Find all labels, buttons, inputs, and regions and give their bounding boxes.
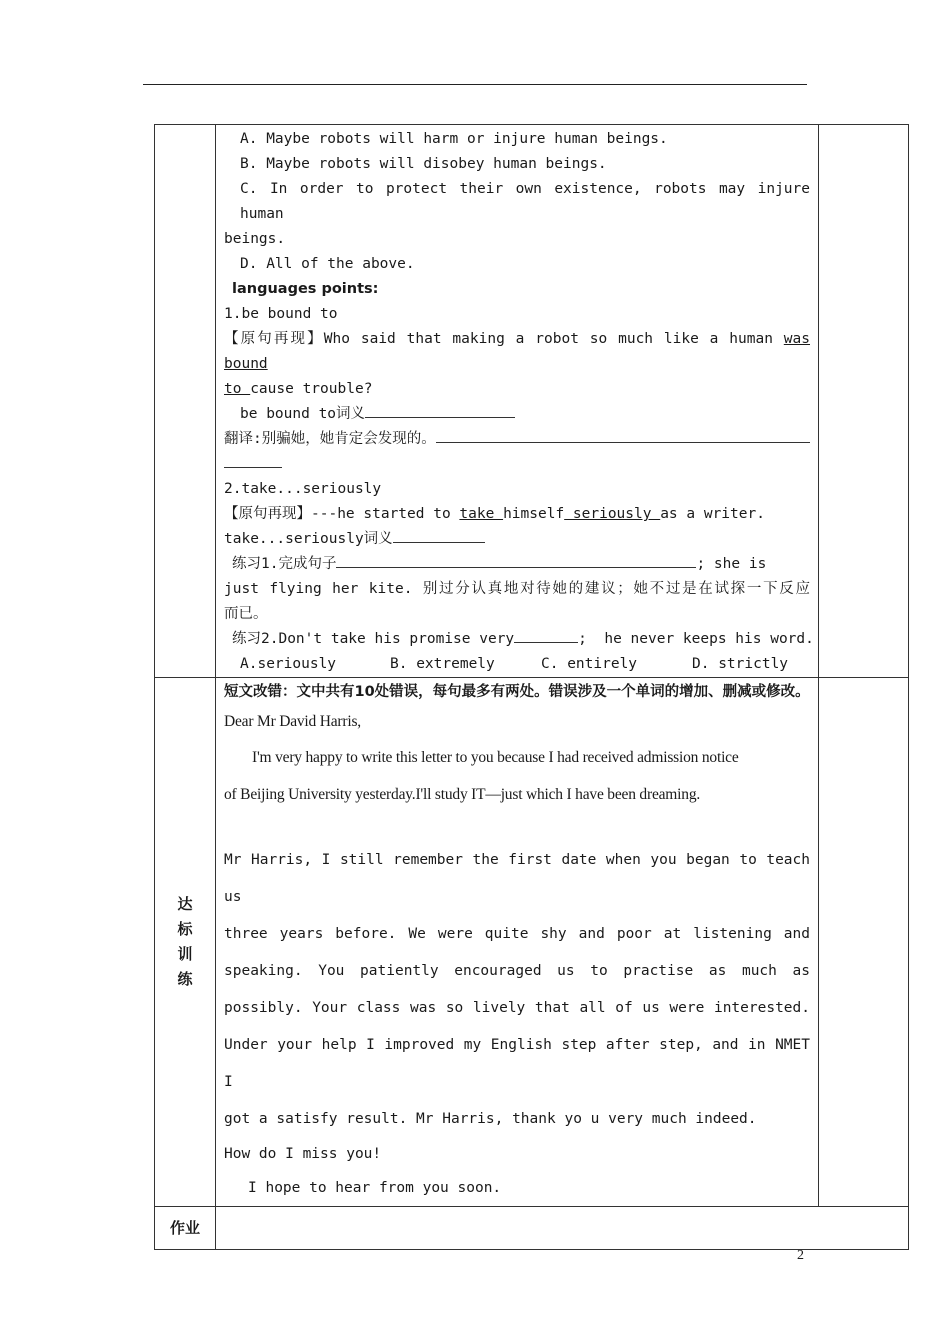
- option-d: D. All of the above.: [240, 256, 415, 272]
- content-cell: [216, 125, 819, 678]
- homework-content-cell: [216, 1207, 909, 1250]
- ex2-option-d: D. strictly: [692, 656, 789, 672]
- point1-source-cont: to cause trouble?: [224, 381, 373, 397]
- header-rule: [143, 84, 807, 85]
- point1-meaning: be bound to词义: [224, 402, 810, 427]
- homework-label: 作业: [169, 1219, 200, 1237]
- body-line: Under your help I improved my English step after step, and in NMET I: [224, 1037, 810, 1090]
- letter-line-1: I'm very happy to write this letter to you because I had received admission notice: [252, 749, 739, 766]
- letter-line-2: of Beijing University yesterday.I'll study IT—just which I have been dreaming.: [224, 786, 701, 803]
- body-line: got a satisfy result. Mr Harris, thank yo u very much indeed.: [224, 1111, 757, 1127]
- point1-title: 1.be bound to: [224, 306, 338, 322]
- body-line: possibly. Your class was so lively that all of us were interested.: [224, 1000, 810, 1016]
- ex2-option-a: A.seriously: [240, 656, 337, 672]
- option-b: B. Maybe robots will disobey human beings.: [240, 156, 607, 172]
- table-row: [155, 678, 909, 1207]
- section-label: 达 标 训 练: [177, 895, 193, 988]
- letter-closing-1: How do I miss you!: [224, 1146, 382, 1162]
- page-number: 2: [797, 1248, 804, 1263]
- option-c-cont: beings.: [224, 231, 286, 247]
- point1-source: 【原句再现】Who said that making a robot so much like a human was bound: [224, 331, 810, 372]
- exercise2-options: [224, 652, 810, 677]
- option-c: C. In order to protect their own existence, robots may injure human: [240, 181, 810, 222]
- body-line: Mr Harris, I still remember the first date when you began to teach us: [224, 852, 810, 905]
- body-line: three years before. We were quite shy and poor at listening and: [224, 926, 810, 942]
- body-line: speaking. You patiently encouraged us to practise as much as: [224, 963, 810, 979]
- label-cell-training: [155, 678, 216, 1207]
- exercise1-end: 而已。: [224, 606, 268, 622]
- point2-source: 【原句再现】---he started to take himself seriously as a writer.: [224, 506, 765, 522]
- label-cell-homework: [155, 1207, 216, 1250]
- ex2-option-c: C. entirely: [541, 656, 638, 672]
- table-row: [155, 1207, 909, 1250]
- table-row: [155, 125, 909, 678]
- letter-greeting: Dear Mr David Harris,: [224, 713, 361, 730]
- exercise1: 练习1.完成句子 ; she is: [224, 552, 810, 577]
- point2-title: 2.take...seriously: [224, 481, 382, 497]
- point1-translate-blank: [224, 452, 810, 477]
- exercise2: 练习2.Don't take his promise very ; he never keeps his word.: [224, 627, 810, 652]
- point1-translate: 翻译:别骗她，她肯定会发现的。: [224, 427, 810, 452]
- languages-points-heading: languages points:: [232, 281, 379, 297]
- lesson-table: [154, 124, 909, 1250]
- error-correction-instructions: 短文改错：文中共有10处错误，每句最多有两处。错误涉及一个单词的增加、删减或修改。: [224, 684, 810, 700]
- option-a: A. Maybe robots will harm or injure human beings.: [240, 131, 668, 147]
- letter-body: [224, 842, 810, 1138]
- label-cell-empty: [155, 125, 216, 678]
- ex2-option-b: B. extremely: [390, 656, 495, 672]
- notes-cell: [819, 125, 909, 678]
- letter-closing-2: I hope to hear from you soon.: [248, 1180, 502, 1196]
- exercise1-cont: just flying her kite. 别过分认真地对待她的建议；她不过是在试探一下反应: [224, 581, 810, 597]
- content-cell: [216, 678, 819, 1207]
- point2-meaning: take...seriously词义: [224, 527, 810, 552]
- notes-cell: [819, 678, 909, 1207]
